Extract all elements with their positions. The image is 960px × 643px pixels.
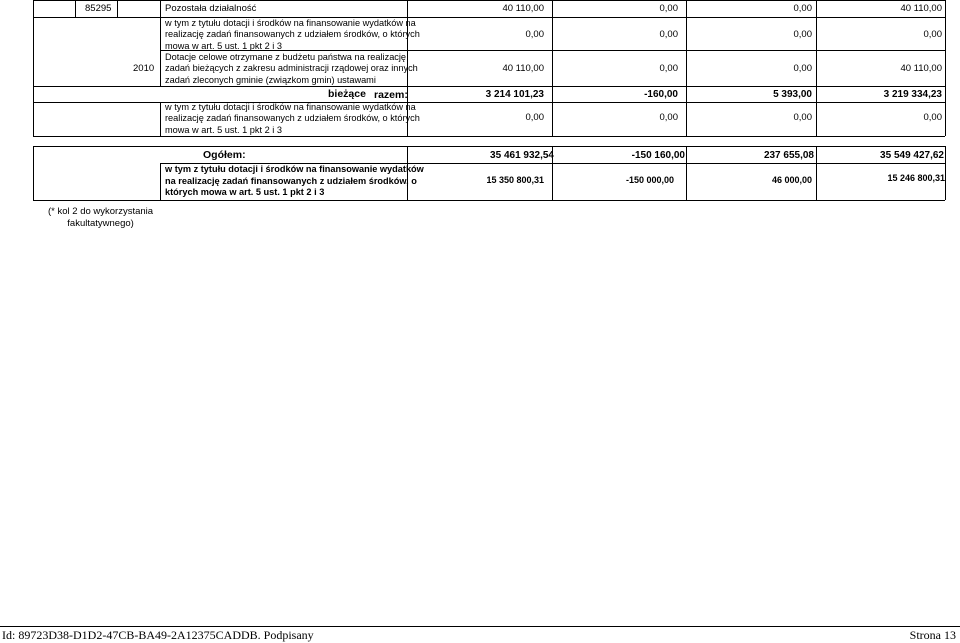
chapter-code: 85295 — [85, 3, 112, 14]
column-divider — [552, 0, 553, 136]
column-divider — [33, 0, 34, 136]
total-sub-decrease: -150 000,00 — [625, 175, 674, 185]
value-decrease: 0,00 — [659, 3, 678, 14]
column-divider — [816, 0, 817, 136]
value-plan: 3 214 101,23 — [485, 89, 544, 100]
value-after-change: 40 110,00 — [900, 3, 942, 14]
desc-line: w tym z tytułu dotacji i środków na finansowanie wydatków na — [165, 18, 416, 28]
chapter-name: Pozostała działalność — [165, 3, 257, 14]
paragraph-description — [165, 52, 418, 86]
column-divider — [686, 146, 687, 200]
value-after-change: 40 110,00 — [900, 63, 942, 74]
footnote — [48, 206, 153, 230]
desc-line: w tym z tytułu dotacji i środków na finansowanie wydatków na — [165, 102, 416, 112]
column-divider — [816, 146, 817, 200]
total-sub-increase: 46 000,00 — [771, 175, 812, 185]
total-sub-after-change: 15 246 800,31 — [887, 173, 945, 183]
desc-line: realizację zadań finansowanych z udziałem środków, o których — [165, 29, 420, 40]
value-increase: 5 393,00 — [773, 89, 812, 100]
desc-line: mowa w art. 5 ust. 1 pkt 2 i 3 — [165, 124, 282, 135]
column-divider — [75, 0, 76, 17]
value-decrease: 0,00 — [659, 29, 678, 40]
value-decrease: -160,00 — [644, 89, 678, 100]
totals-sub-description — [165, 164, 424, 199]
page-number: Strona 13 — [909, 628, 956, 642]
value-increase: 0,00 — [793, 3, 812, 14]
table-bottom-border — [33, 136, 945, 137]
desc-line: Dotacje celowe otrzymane z budżetu państwa na realizację — [165, 52, 407, 62]
total-after-change: 35 549 427,62 — [880, 150, 944, 161]
desc-line: mowa w art. 5 ust. 1 pkt 2 i 3 — [165, 40, 282, 51]
biezace-label: bieżące — [328, 88, 366, 100]
value-after-change: 0,00 — [923, 112, 942, 123]
value-plan: 40 110,00 — [502, 3, 544, 14]
document-id: Id: 89723D38-D1D2-47CB-BA49-2A12375CADDB. Podpisany — [2, 628, 314, 642]
value-increase: 0,00 — [793, 63, 812, 74]
totals-top-border — [33, 146, 945, 147]
column-divider — [160, 0, 161, 86]
value-decrease: 0,00 — [659, 112, 678, 123]
column-divider — [117, 0, 118, 17]
desc-line: na realizację zadań finansowanych z udziałem środków, o — [165, 175, 417, 186]
desc-line: realizację zadań finansowanych z udziałem środków, o których — [165, 113, 420, 124]
footnote-line: (* kol 2 do wykorzystania — [48, 206, 154, 217]
row-divider — [33, 86, 945, 87]
desc-line: których mowa w art. 5 ust. 1 pkt 2 i 3 — [165, 187, 325, 198]
column-divider — [945, 146, 946, 200]
razem-label: razem: — [374, 89, 408, 101]
footer-rule — [0, 626, 960, 627]
total-plan: 35 461 932,54 — [490, 150, 554, 161]
footnote-line: fakultatywnego) — [67, 218, 134, 229]
table-top-border — [33, 0, 945, 1]
value-plan: 0,00 — [525, 29, 544, 40]
column-divider — [160, 163, 161, 200]
value-decrease: 0,00 — [659, 63, 678, 74]
value-after-change: 3 219 334,23 — [883, 89, 942, 100]
desc-line: zadań zleconych gminie (związkom gmin) ustawami — [165, 74, 376, 85]
subrow-description — [165, 18, 420, 52]
column-divider — [160, 102, 161, 136]
value-increase: 0,00 — [793, 29, 812, 40]
subrow-description — [165, 102, 420, 136]
column-divider — [686, 0, 687, 136]
value-increase: 0,00 — [793, 112, 812, 123]
ogolem-label: Ogółem: — [203, 149, 246, 161]
value-after-change: 0,00 — [923, 29, 942, 40]
value-plan: 0,00 — [525, 112, 544, 123]
desc-line: zadań bieżących z zakresu administracji rządowej oraz innych — [165, 63, 418, 74]
desc-line: w tym z tytułu dotacji i środków na finansowanie wydatków — [165, 164, 424, 174]
total-increase: 237 655,08 — [763, 150, 814, 161]
total-decrease: -150 160,00 — [631, 150, 685, 161]
total-sub-plan: 15 350 800,31 — [486, 175, 544, 185]
totals-bottom-border — [33, 200, 945, 201]
column-divider — [945, 0, 946, 136]
column-divider — [33, 146, 34, 200]
paragraph-code: 2010 — [133, 63, 155, 74]
value-plan: 40 110,00 — [502, 63, 544, 74]
